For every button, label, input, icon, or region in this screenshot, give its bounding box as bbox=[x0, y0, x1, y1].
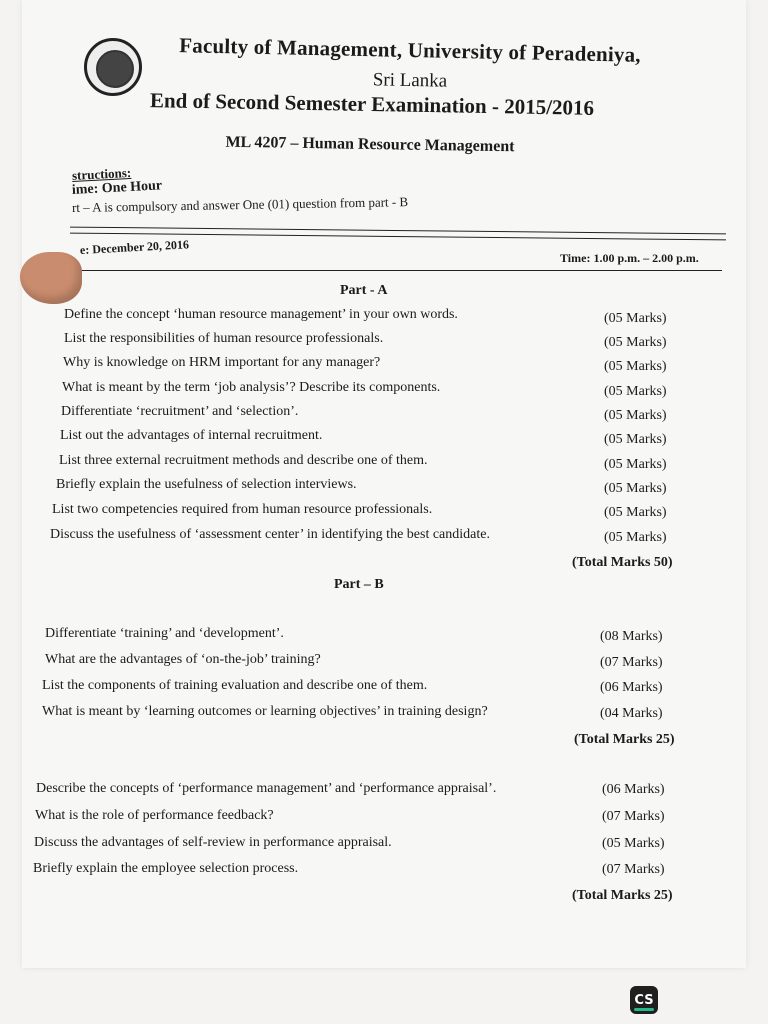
instructions-rule: rt – A is compulsory and answer One (01) question from part - B bbox=[71, 194, 409, 215]
finger-occlusion bbox=[20, 252, 82, 304]
exam-time: Time: 1.00 p.m. – 2.00 p.m. bbox=[560, 251, 699, 265]
question-marks: (07 Marks) bbox=[602, 862, 665, 877]
question-marks: (07 Marks) bbox=[602, 809, 665, 824]
question-item: What is meant by the term ‘job analysis’? Describe its components. bbox=[62, 380, 441, 395]
question-marks: (07 Marks) bbox=[600, 655, 663, 670]
question-item: Briefly explain the usefulness of selection interviews. bbox=[56, 477, 357, 492]
faculty-title: Faculty of Management, University of Peradeniya, bbox=[178, 33, 642, 67]
question-item: List two competencies required from human resource professionals. bbox=[52, 502, 433, 517]
question-item: Discuss the usefulness of ‘assessment center’ in identifying the best candidate. bbox=[50, 527, 490, 542]
question-item: Differentiate ‘training’ and ‘development’. bbox=[45, 626, 284, 641]
question-marks: (05 Marks) bbox=[604, 384, 667, 399]
question-item: List three external recruitment methods and describe one of them. bbox=[59, 453, 428, 468]
question-item: What is meant by ‘learning outcomes or learning objectives’ in training design? bbox=[42, 704, 488, 719]
question-item: List the components of training evaluation and describe one of them. bbox=[42, 678, 428, 693]
instructions-duration: ime: One Hour bbox=[71, 178, 163, 198]
part-b-heading: Part – B bbox=[334, 577, 384, 592]
question-marks: (06 Marks) bbox=[600, 680, 663, 695]
part-b-q1-total: (Total Marks 25) bbox=[574, 732, 675, 747]
country-title: Sri Lanka bbox=[372, 69, 448, 92]
question-item: List out the advantages of internal recruitment. bbox=[60, 428, 323, 443]
question-item: Differentiate ‘recruitment’ and ‘selection’. bbox=[61, 404, 299, 419]
part-a-total: (Total Marks 50) bbox=[572, 555, 673, 570]
course-title: ML 4207 – Human Resource Management bbox=[225, 133, 515, 156]
question-marks: (05 Marks) bbox=[604, 530, 667, 545]
question-marks: (05 Marks) bbox=[604, 335, 667, 350]
question-marks: (08 Marks) bbox=[600, 629, 663, 644]
question-item: What are the advantages of ‘on-the-job’ training? bbox=[45, 652, 321, 667]
question-marks: (05 Marks) bbox=[604, 311, 667, 326]
instructions-title: structions: bbox=[71, 164, 132, 183]
question-marks: (05 Marks) bbox=[604, 481, 667, 496]
part-a-heading: Part - A bbox=[340, 283, 388, 298]
question-marks: (05 Marks) bbox=[604, 505, 667, 520]
question-item: List the responsibilities of human resource professionals. bbox=[64, 331, 384, 346]
question-item: Briefly explain the employee selection process. bbox=[33, 861, 299, 876]
divider-line bbox=[66, 270, 722, 271]
question-item: Why is knowledge on HRM important for any manager? bbox=[63, 355, 381, 370]
question-marks: (05 Marks) bbox=[604, 408, 667, 423]
question-item: Describe the concepts of ‘performance management’ and ‘performance appraisal’. bbox=[36, 781, 497, 796]
question-marks: (05 Marks) bbox=[602, 836, 665, 851]
question-item: Define the concept ‘human resource management’ in your own words. bbox=[64, 307, 458, 322]
question-marks: (06 Marks) bbox=[602, 782, 665, 797]
question-item: Discuss the advantages of self-review in performance appraisal. bbox=[34, 835, 392, 850]
question-marks: (05 Marks) bbox=[604, 432, 667, 447]
question-marks: (05 Marks) bbox=[604, 359, 667, 374]
question-marks: (05 Marks) bbox=[604, 457, 667, 472]
camscanner-logo-icon: CS bbox=[630, 986, 658, 1014]
exam-date: e: December 20, 2016 bbox=[79, 237, 190, 257]
question-item: What is the role of performance feedback? bbox=[35, 808, 274, 823]
question-marks: (04 Marks) bbox=[600, 706, 663, 721]
part-b-q2-total: (Total Marks 25) bbox=[572, 888, 673, 903]
exam-title: End of Second Semester Examination - 2015/2016 bbox=[149, 88, 595, 120]
